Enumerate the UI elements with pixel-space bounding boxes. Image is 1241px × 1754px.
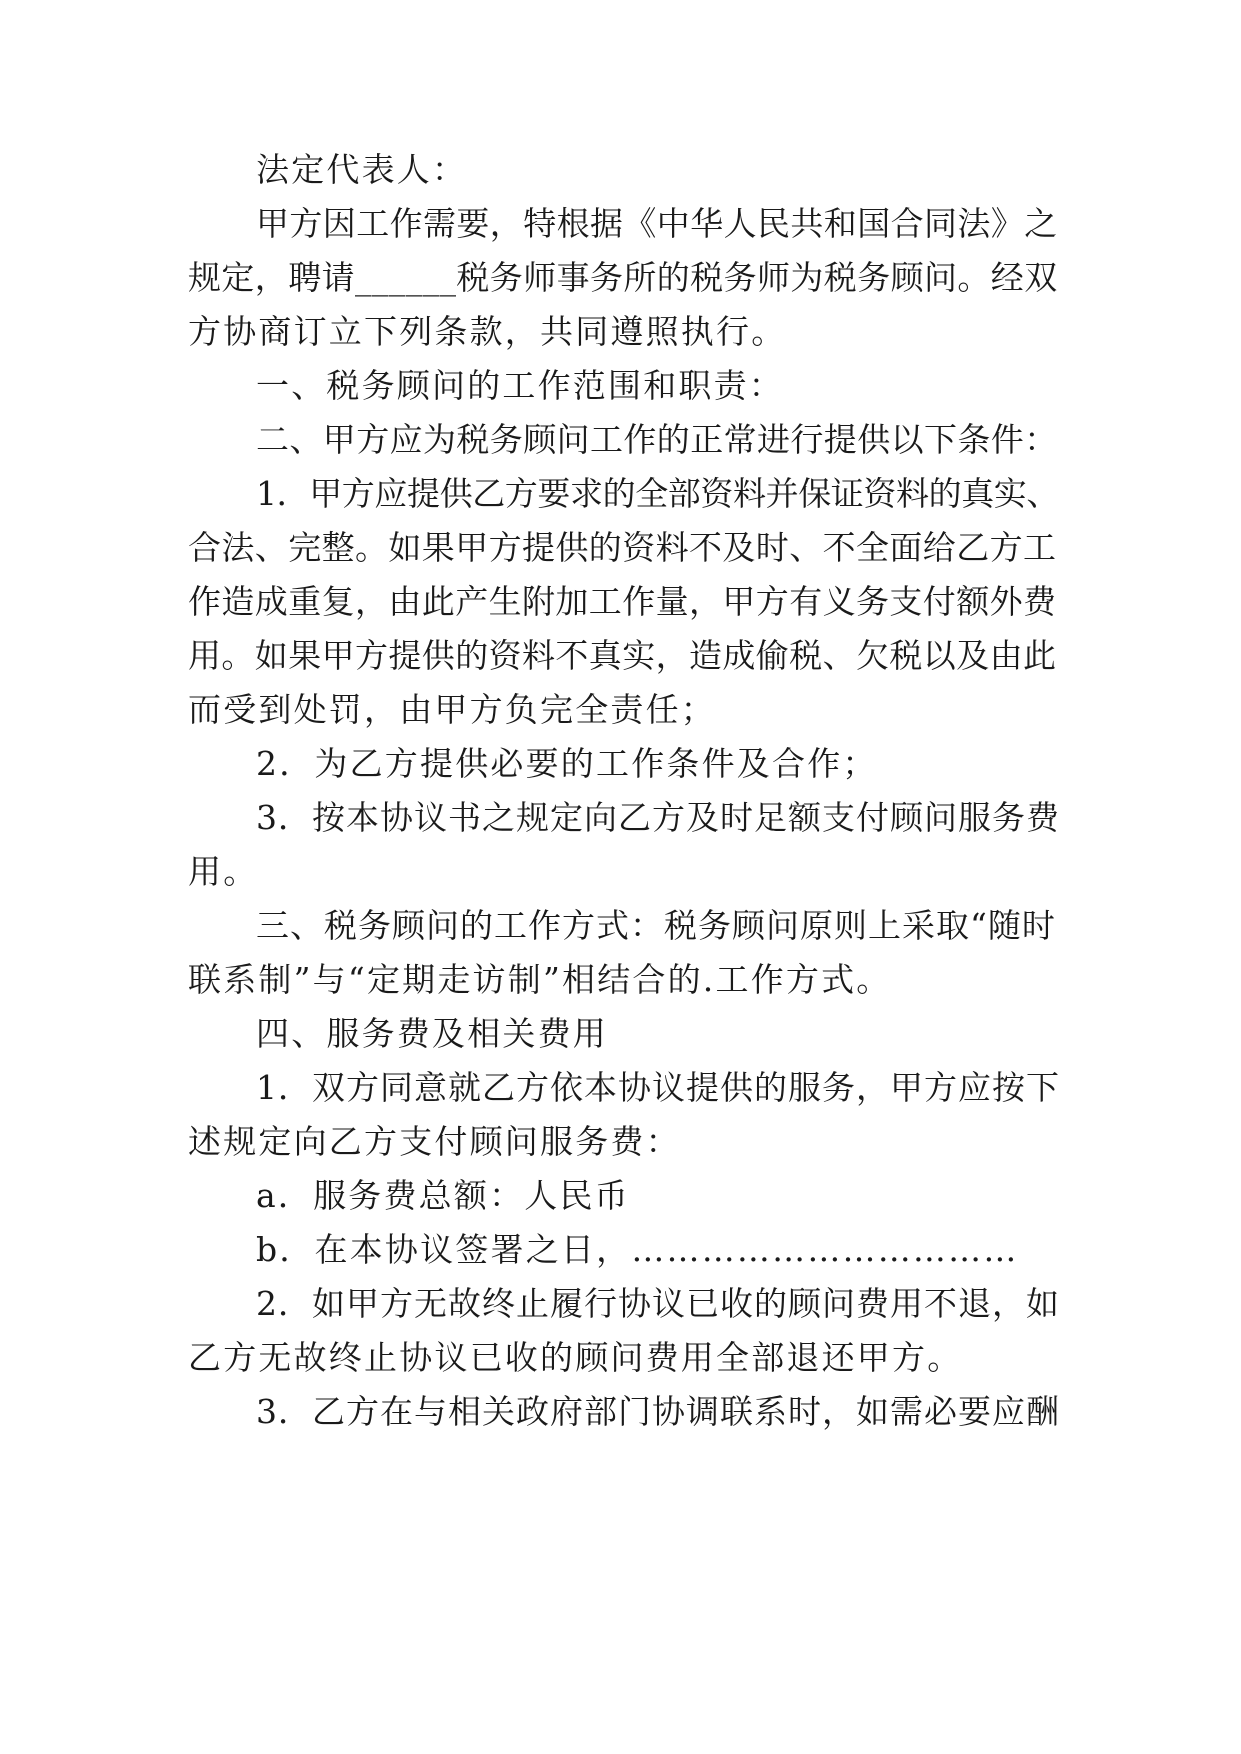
text-line: 2．为乙方提供必要的工作条件及合作；: [256, 744, 878, 783]
text-line: 规定，聘请______税务师事务所的税务师为税务顾问。经双: [188, 258, 1058, 297]
text-line: a．服务费总额：人民币: [256, 1176, 630, 1215]
text-line: 用。如果甲方提供的资料不真实，造成偷税、欠税以及由此: [188, 636, 1057, 675]
section-heading-4: 四、服务费及相关费用: [256, 1014, 608, 1053]
text-line: b．在本协议签署之日，……………………………: [256, 1230, 1019, 1269]
text-line: 1．甲方应提供乙方要求的全部资料并保证资料的真实、: [256, 474, 1059, 513]
text-line: 2．如甲方无故终止履行协议已收的顾问费用不退，如: [256, 1284, 1060, 1323]
section-heading-1: 一、税务顾问的工作范围和职责：: [256, 366, 784, 405]
text-line: 合法、完整。如果甲方提供的资料不及时、不全面给乙方工: [188, 528, 1057, 567]
text-line: 联系制”与“定期走访制”相结合的.工作方式。: [188, 960, 892, 999]
text-line: 甲方因工作需要，特根据《中华人民共和国合同法》之: [256, 204, 1058, 243]
text-line: 方协商订立下列条款，共同遵照执行。: [188, 312, 787, 351]
text-line: 1．双方同意就乙方依本协议提供的服务，甲方应按下: [256, 1068, 1060, 1107]
section-heading-2: 二、甲方应为税务顾问工作的正常进行提供以下条件：: [256, 420, 1058, 459]
text-line: 3．乙方在与相关政府部门协调联系时，如需必要应酬: [256, 1392, 1060, 1431]
text-line: 而受到处罚，由甲方负完全责任；: [188, 690, 716, 729]
text-line: 3．按本协议书之规定向乙方及时足额支付顾问服务费: [256, 798, 1060, 837]
section-heading-3: 三、税务顾问的工作方式：税务顾问原则上采取“随时: [256, 906, 1056, 945]
text-line: 乙方无故终止协议已收的顾问费用全部退还甲方。: [188, 1338, 963, 1377]
text-line: 用。: [188, 852, 259, 891]
text-line: 作造成重复，由此产生附加工作量，甲方有义务支付额外费: [188, 582, 1057, 621]
text-line: 述规定向乙方支付顾问服务费：: [188, 1122, 681, 1161]
text-line-legal-representative: 法定代表人：: [256, 150, 468, 189]
